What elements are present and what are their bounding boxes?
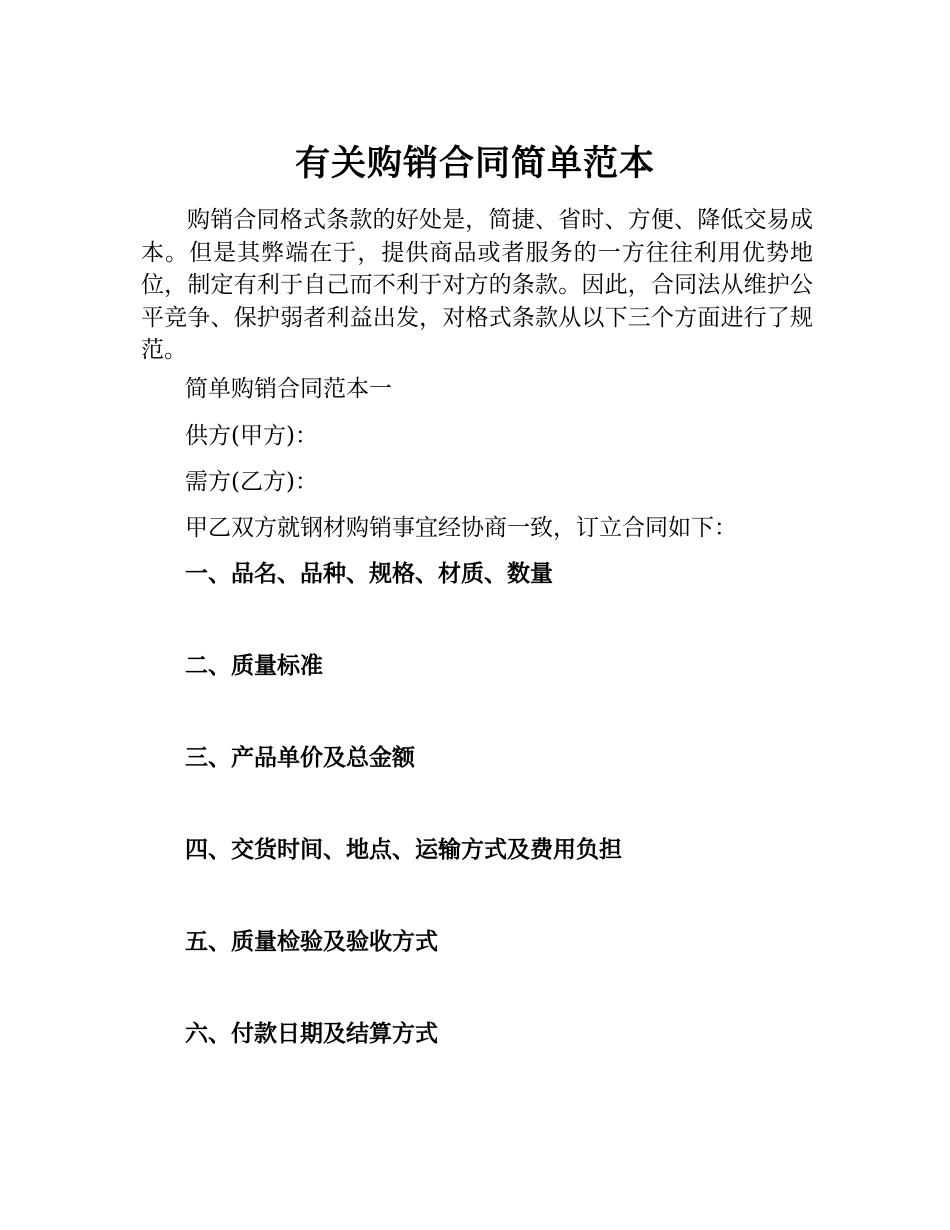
section-heading-3: 三、产品单价及总金额 [185,745,415,771]
section-heading-6: 六、付款日期及结算方式 [185,1021,438,1047]
sample-contract-heading: 简单购销合同范本一 [185,376,392,402]
supplier-party-line: 供方(甲方)： [185,423,318,449]
buyer-party-line: 需方(乙方)： [185,469,318,495]
agreement-statement: 甲乙双方就钢材购销事宜经协商一致，订立合同如下： [185,515,737,541]
section-heading-2: 二、质量标准 [185,653,323,679]
intro-paragraph: 购销合同格式条款的好处是，简捷、省时、方便、降低交易成本。但是其弊端在于，提供商品或者服务的一方往往利用优势地位，制定有利于自己而不利于对方的条款。因此，合同法从维护公平竞争、保护弱者利益出发，对格式条款从以下三个方面进行了规范。 [141,207,813,363]
section-heading-4: 四、交货时间、地点、运输方式及费用负担 [185,837,622,863]
section-heading-1: 一、品名、品种、规格、材质、数量 [185,561,553,587]
document-title: 有关购销合同简单范本 [294,144,655,185]
section-heading-5: 五、质量检验及验收方式 [185,929,438,955]
